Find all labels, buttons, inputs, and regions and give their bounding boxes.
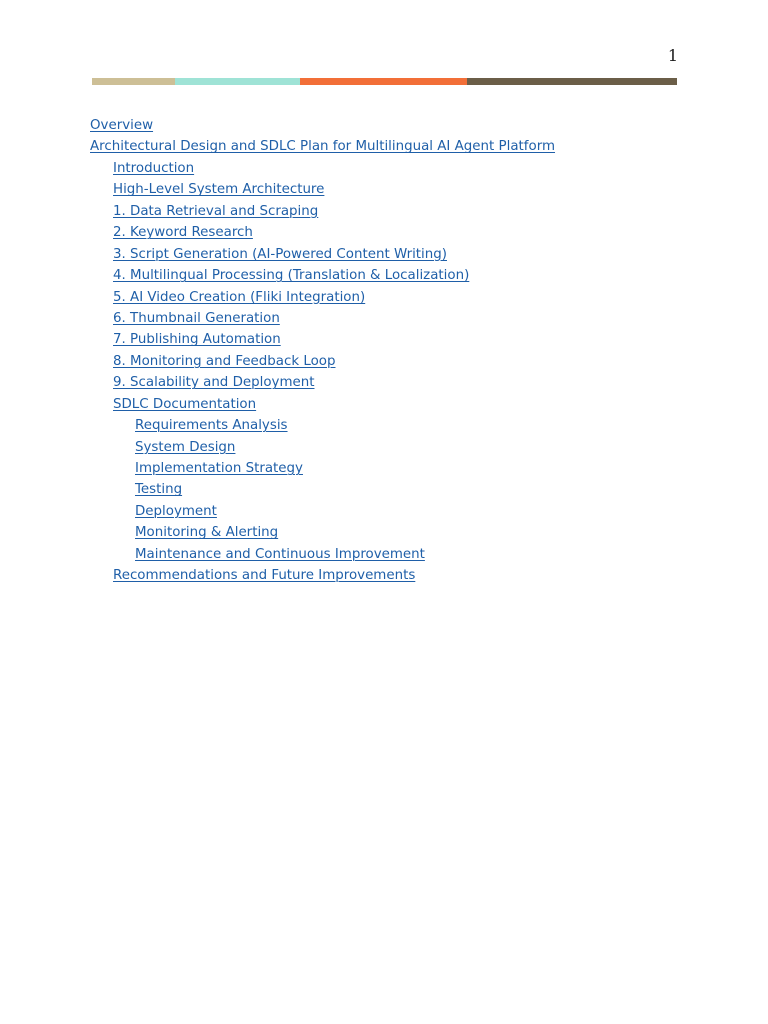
toc-entry [90,287,555,308]
table-of-contents [90,115,555,587]
toc-entry [90,158,555,179]
header-color-bar [92,78,677,85]
toc-link[interactable]: Testing [135,482,183,498]
toc-entry [90,522,555,543]
toc-entry [90,415,555,436]
toc-entry [90,372,555,393]
toc-entry [90,244,555,265]
toc-entry [90,544,555,565]
toc-entry [90,115,555,136]
toc-link[interactable]: Architectural Design and SDLC Plan for Multilingual AI Agent Platform [90,139,556,155]
toc-link[interactable]: SDLC Documentation [113,396,257,412]
toc-entry [90,136,555,157]
toc-entry [90,565,555,586]
toc-entry [90,308,555,329]
toc-link[interactable]: 8. Monitoring and Feedback Loop [113,353,336,369]
toc-link[interactable]: High-Level System Architecture [113,182,325,198]
toc-entry [90,179,555,200]
toc-link[interactable]: Monitoring & Alerting [135,525,279,541]
color-bar-segment [92,78,175,85]
toc-link[interactable]: 5. AI Video Creation (Fliki Integration) [113,289,366,305]
toc-link[interactable]: 6. Thumbnail Generation [113,310,280,326]
toc-entry [90,222,555,243]
toc-link[interactable]: Overview [90,118,154,133]
toc-link[interactable]: Maintenance and Continuous Improvement [135,546,425,562]
toc-entry [90,501,555,522]
toc-link[interactable]: 1. Data Retrieval and Scraping [113,203,319,219]
toc-entry [90,351,555,372]
toc-entry [90,265,555,286]
toc-link[interactable]: 2. Keyword Research [113,225,253,241]
toc-link[interactable]: Implementation Strategy [135,461,303,476]
toc-entry [90,479,555,500]
toc-link[interactable]: 9. Scalability and Deployment [113,375,315,391]
color-bar-segment [467,78,677,85]
toc-link[interactable]: Recommendations and Future Improvements [113,568,416,584]
toc-entry [90,394,555,415]
toc-entry [90,329,555,350]
toc-link[interactable]: Introduction [113,160,195,176]
color-bar-segment [300,78,467,85]
toc-link[interactable]: 7. Publishing Automation [113,332,281,348]
page-number: 1 [667,46,678,65]
toc-link[interactable]: 4. Multilingual Processing (Translation & Localization) [113,268,470,284]
toc-link[interactable]: 3. Script Generation (AI-Powered Content Writing) [113,246,447,262]
toc-entry [90,437,555,458]
toc-link[interactable]: Requirements Analysis [135,418,288,434]
color-bar-segment [175,78,300,85]
toc-link[interactable]: Deployment [135,503,217,519]
toc-entry [90,201,555,222]
toc-link[interactable]: System Design [135,439,236,455]
toc-entry [90,458,555,479]
